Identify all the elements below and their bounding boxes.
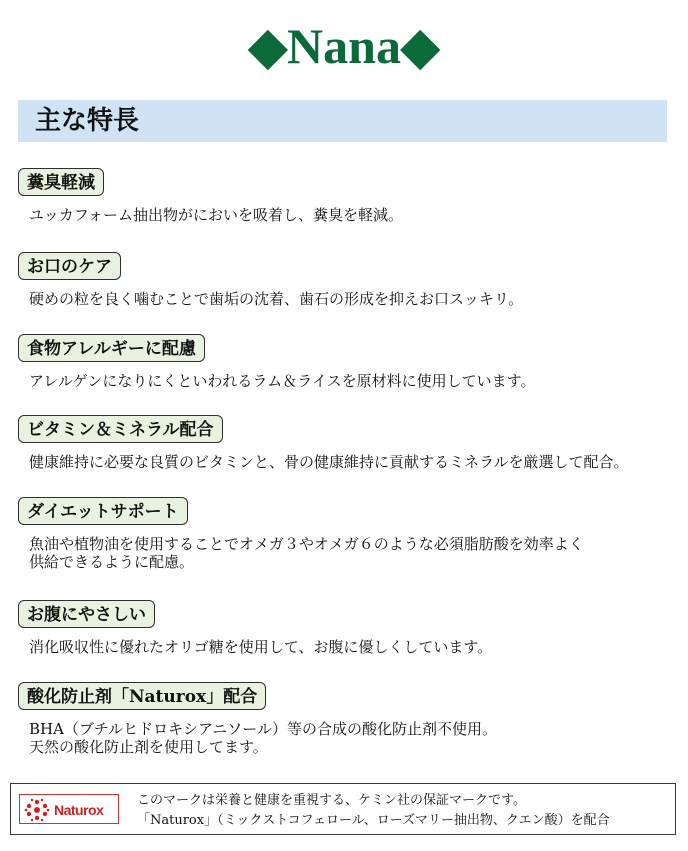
footer-line-2: 「Naturox」（ミックストコフェロール、ローズマリー抽出物、クエン酸）を配合 (137, 813, 610, 828)
feature-description: BHA（ブチルヒドロキシアニソール）等の合成の酸化防止剤不使用。 天然の酸化防止剤を使用してます。 (29, 720, 497, 756)
feature-label: ビタミン＆ミネラル配合 (18, 415, 223, 443)
feature-description: 健康維持に必要な良質のビタミンと、骨の健康維持に貢献するミネラルを厳選して配合。 (29, 453, 629, 471)
feature-description: 消化吸収性に優れたオリゴ糖を使用して、お腹に優しくしています。 (29, 638, 493, 656)
feature-label: お腹にやさしい (18, 600, 155, 628)
feature-label: 酸化防止剤「Naturox」配合 (18, 682, 266, 710)
feature-label: 糞臭軽減 (18, 168, 104, 196)
page-title: ◆Nana◆ (248, 18, 440, 74)
logo-brand-text: Naturox (54, 802, 104, 818)
naturox-logo (19, 794, 119, 824)
footer-line-1: このマークは栄養と健康を重視する、ケミン社の保証マークです。 (137, 793, 526, 808)
feature-label: ダイエットサポート (18, 497, 188, 525)
feature-label: 食物アレルギーに配慮 (18, 334, 205, 362)
section-heading: 主な特長 (35, 106, 140, 136)
feature-label: お口のケア (18, 252, 121, 280)
section-heading-bar (18, 100, 667, 142)
feature-description: 硬めの粒を良く噛むことで歯垢の沈着、歯石の形成を抑えお口スッキリ。 (29, 290, 524, 308)
feature-description: 魚油や植物油を使用することでオメガ３やオメガ６のような必須脂肪酸を効率よく 供給できるように配慮。 (29, 535, 584, 571)
flower-dots-icon (23, 798, 51, 822)
naturox-notice-box (10, 783, 676, 835)
feature-description: アレルゲンになりにくといわれるラム＆ライスを原材料に使用しています。 (29, 372, 536, 390)
feature-description: ユッカフォーム抽出物がにおいを吸着し、糞臭を軽減。 (29, 206, 403, 224)
